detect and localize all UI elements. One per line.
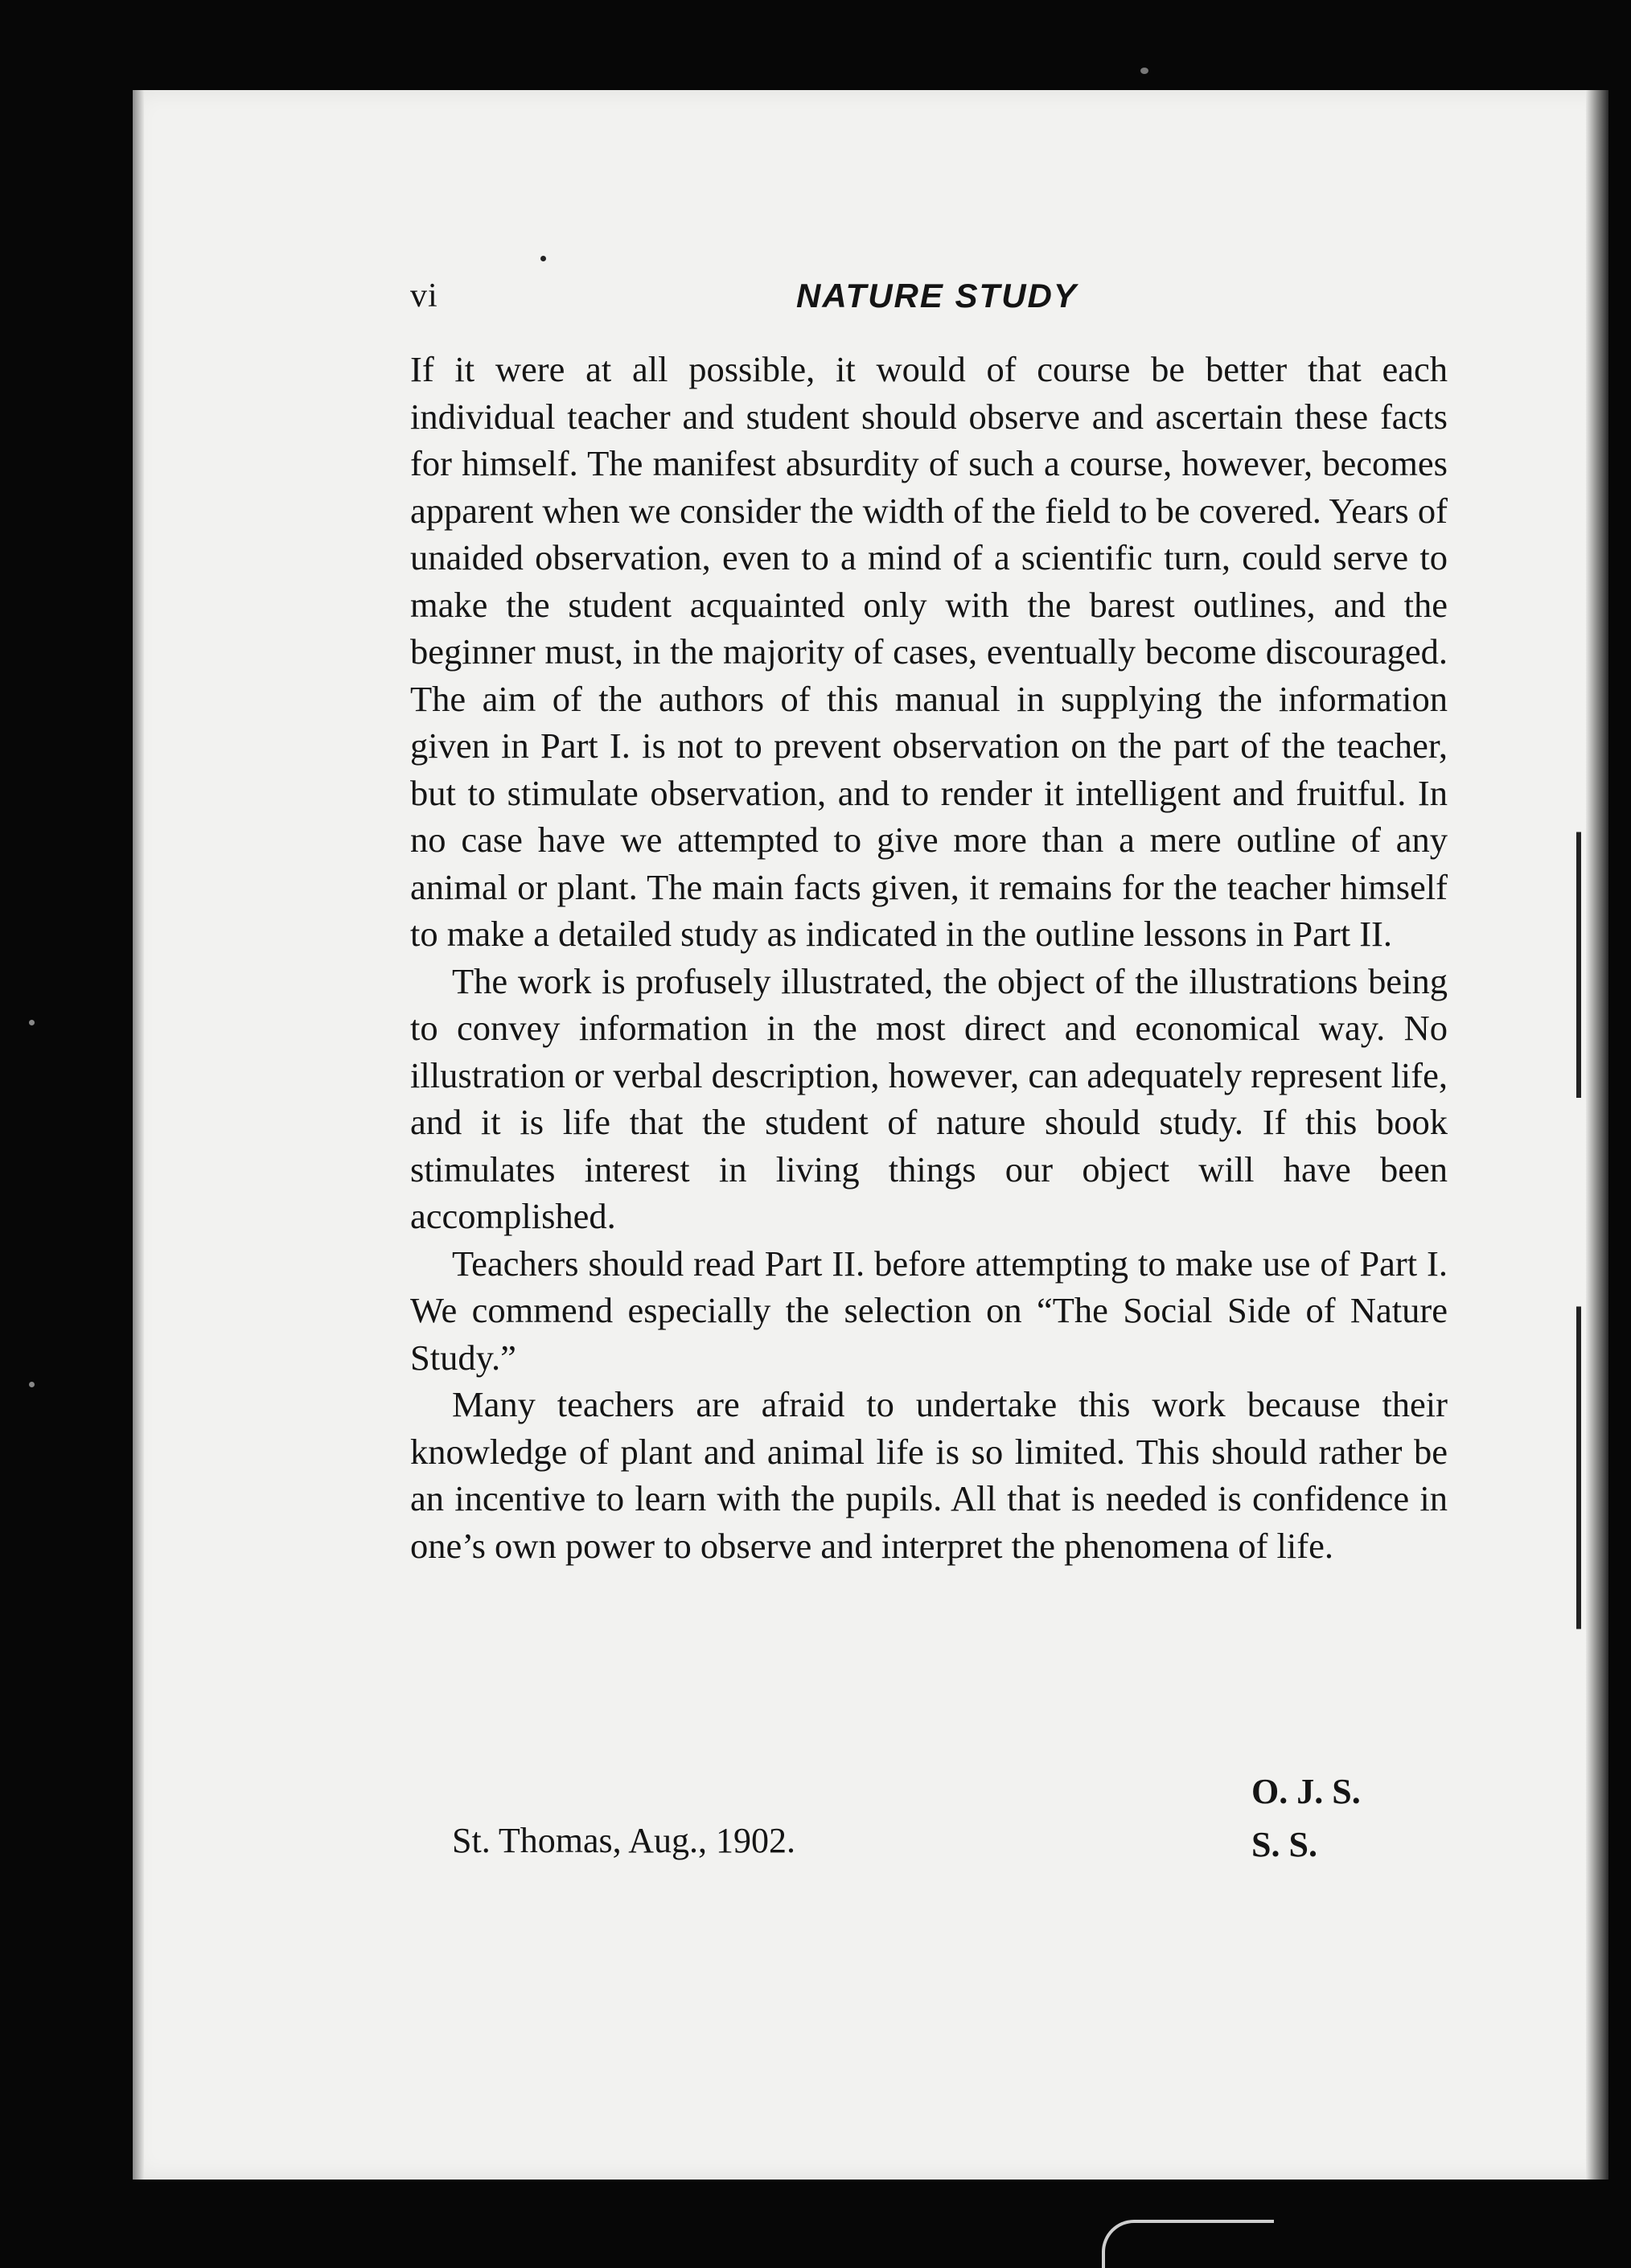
- dust-speck: [540, 256, 546, 261]
- binding-shadow: [1576, 756, 1581, 1705]
- signoff: [0, 1765, 1631, 1886]
- paragraph: The work is profusely illustrated, the object of the illustrations being to convey information in the most direct and economical way. No illustration or verbal description, however, can adequately represent life, and it is life that the student of nature should study. If this book stimulates interest in living things our object will have been accomplished.: [410, 960, 1448, 1236]
- author-initials: [1251, 1765, 1361, 1872]
- body-text: [410, 346, 1448, 1569]
- dust-speck: [29, 1382, 35, 1387]
- dust-speck: [1140, 68, 1148, 74]
- page-number: vi: [410, 277, 438, 314]
- paragraph: If it were at all possible, it would of course be better that each individual teacher and student should observe and ascertain these facts for himself. The manifest absurdity of such a course, however, becomes apparent when we consider the width of the field to be covered. Years of unaided observation, even to a mind of a scientific turn, could serve to make the student acquainted only with the barest outlines, and the beginner must, in the majority of cases, eventually become discouraged. The aim of the authors of this manual in supplying the information given in Part I. is not to prevent observation on the part of the teacher, but to stimulate observation, and to render it intelligent and fruitful. In no case have we attempted to give more than a mere outline of any animal or plant. The main facts given, it remains for the teacher himself to make a detailed study as indicated in the outline lessons in Part II.: [410, 349, 1448, 954]
- initials-line: S. S.: [1251, 1825, 1317, 1864]
- place-date: St. Thomas, Aug., 1902.: [452, 1821, 796, 1860]
- scan-artifact: [1102, 2220, 1274, 2268]
- dust-speck: [29, 1020, 35, 1025]
- running-title: NATURE STUDY: [796, 277, 1078, 314]
- page-header: [0, 277, 1631, 325]
- initials-line: O. J. S.: [1251, 1772, 1361, 1811]
- paragraph: Teachers should read Part II. before attempting to make use of Part I. We commend especially the selection on “The Social Side of Nature Study.”: [410, 1243, 1448, 1378]
- paragraph: Many teachers are afraid to undertake this work because their knowledge of plant and animal life is so limited. This should rather be an incentive to learn with the pupils. All that is needed is confidence in one’s own power to observe and interpret the phenomena of life.: [410, 1384, 1448, 1566]
